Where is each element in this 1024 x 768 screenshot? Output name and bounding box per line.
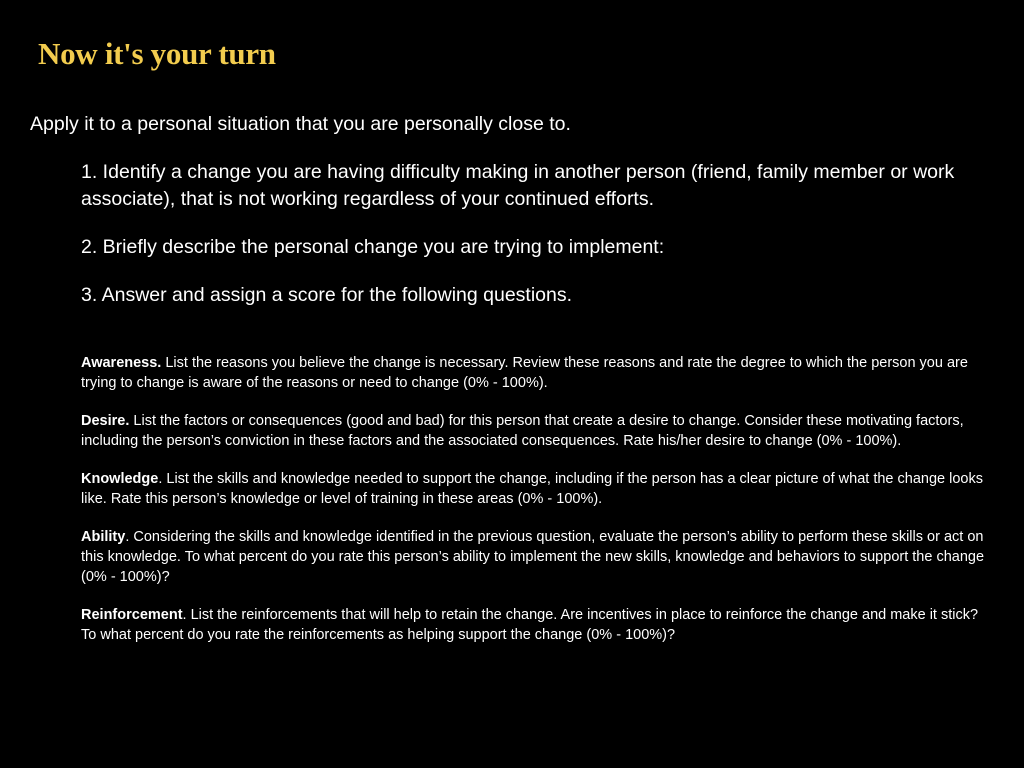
criterion-term: Knowledge <box>81 471 159 487</box>
criterion-text: . List the reinforcements that will help to retain the change. Are incentives in place to reinforce the change and make it stick? To what percent do you rate the reinforcements as helping support the change (0% - 100%)? <box>81 607 979 643</box>
criterion-desire <box>81 411 991 451</box>
criterion-ability <box>81 527 991 587</box>
criteria-list <box>81 353 991 663</box>
criterion-awareness <box>81 353 991 393</box>
criterion-term: Awareness. <box>81 355 162 371</box>
intro-text: Apply it to a personal situation that you are personally close to. <box>30 113 571 135</box>
step-item: 2. Briefly describe the personal change you are trying to implement: <box>81 236 665 258</box>
criterion-reinforcement <box>81 605 991 645</box>
step-item: 1. Identify a change you are having difficulty making in another person (friend, family member or work associate), that is not working regardless of your continued efforts. <box>81 161 955 210</box>
criterion-text: . List the skills and knowledge needed to support the change, including if the person has a clear picture of what the change looks like. Rate this person’s knowledge or level of training in these areas (0% - 100%). <box>81 471 983 507</box>
steps-list <box>81 159 981 330</box>
criterion-text: List the factors or consequences (good and bad) for this person that create a desire to change. Consider these motivating factors, including the person’s conviction in these factors and the associated consequences. Rate his/her desire to change (0% - 100%). <box>81 413 964 449</box>
criterion-text: . Considering the skills and knowledge identified in the previous question, evaluate the person’s ability to perform these skills or act on this knowledge. To what percent do you rate this person’s ability to implement the new skills, knowledge and behaviors to support the change (0% - 100%)? <box>81 529 985 585</box>
slide-title: Now it's your turn <box>38 36 276 71</box>
criterion-term: Ability <box>81 529 126 545</box>
step-item: 3. Answer and assign a score for the following questions. <box>81 284 573 306</box>
criterion-term: Reinforcement <box>81 607 183 623</box>
criterion-term: Desire. <box>81 413 130 429</box>
criterion-text: List the reasons you believe the change is necessary. Review these reasons and rate the degree to which the person you are trying to change is aware of the reasons or need to change (0% - 100%). <box>81 355 968 391</box>
criterion-knowledge <box>81 469 991 509</box>
